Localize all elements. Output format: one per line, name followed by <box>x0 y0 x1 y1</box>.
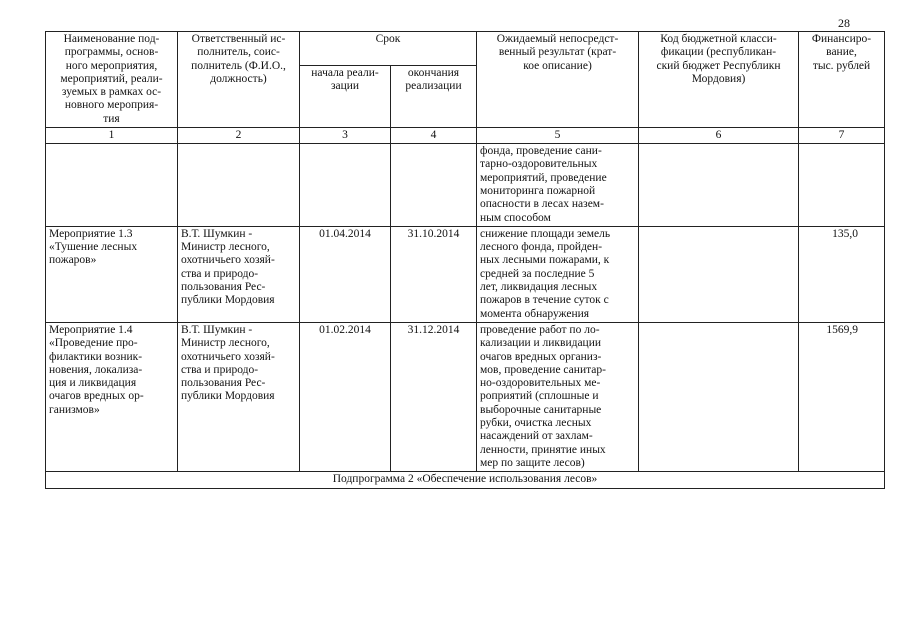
start-date <box>300 144 391 227</box>
column-number: 5 <box>477 128 639 144</box>
header-srok: Срок <box>300 32 477 66</box>
budget-code <box>639 226 799 322</box>
budget-code <box>639 322 799 471</box>
expected-result: фонда, проведение сани- тарно-оздоровительных мероприятий, проведение мониторинга пожарной опасности в лесах назем- ным способом <box>477 144 639 227</box>
header-start: начала реали- зации <box>300 66 391 128</box>
subprogram-title: Подпрограмма 2 «Обеспечение использования лесов» <box>46 472 885 488</box>
measure-name: Мероприятие 1.3 «Тушение лесных пожаров» <box>46 226 178 322</box>
program-table <box>45 31 885 489</box>
page-number: 28 <box>838 16 850 30</box>
column-number: 1 <box>46 128 178 144</box>
column-number: 7 <box>799 128 885 144</box>
column-number: 4 <box>391 128 477 144</box>
column-number: 3 <box>300 128 391 144</box>
header-code: Код бюджетной класси- фикации (республикан- ский бюджет Республикн Мордовия) <box>639 32 799 128</box>
table-row <box>46 144 885 227</box>
start-date: 01.04.2014 <box>300 226 391 322</box>
end-date: 31.10.2014 <box>391 226 477 322</box>
table-row <box>46 226 885 322</box>
executor: В.Т. Шумкин - Министр лесного, охотничьего хозяй- ства и природо- пользования Рес- публики Мордовия <box>178 226 300 322</box>
measure-name: Мероприятие 1.4 «Проведение про- филактики возник- новения, локализа- ция и ликвидация очагов вредных ор- ганизмов» <box>46 322 178 471</box>
header-name: Наименование под- программы, основ- ного мероприятия, мероприятий, реали- зуемых в рамках ос- новного мероприя- тия <box>46 32 178 128</box>
column-number-row <box>46 128 885 144</box>
executor <box>178 144 300 227</box>
expected-result: снижение площади земель лесного фонда, пройден- ных лесными пожарами, к средней за последние 5 лет, ликвидация лесных пожаров в течение суток с момента обнаружения <box>477 226 639 322</box>
header-result: Ожидаемый непосредст- венный результат (крат- кое описание) <box>477 32 639 128</box>
end-date <box>391 144 477 227</box>
financing: 135,0 <box>799 226 885 322</box>
budget-code <box>639 144 799 227</box>
subprogram-row <box>46 472 885 488</box>
executor: В.Т. Шумкин - Министр лесного, охотничьего хозяй- ства и природо- пользования Рес- публики Мордовия <box>178 322 300 471</box>
financing <box>799 144 885 227</box>
expected-result: проведение работ по ло- кализации и ликвидации очагов вредных организ- мов, проведение санитар- но-оздоровительных ме- роприятий (сплошные и выборочные санитарные рубки, очистка лесных насаждений от захлам- ленности, принятие иных мер по защите лесов) <box>477 322 639 471</box>
end-date: 31.12.2014 <box>391 322 477 471</box>
column-number: 2 <box>178 128 300 144</box>
table-row <box>46 322 885 471</box>
header-executor: Ответственный ис- полнитель, соис- полнитель (Ф.И.О., должность) <box>178 32 300 128</box>
start-date: 01.02.2014 <box>300 322 391 471</box>
table-header-row <box>46 32 885 66</box>
header-end: окончания реализации <box>391 66 477 128</box>
financing: 1569,9 <box>799 322 885 471</box>
header-finance: Финансиро- вание, тыс. рублей <box>799 32 885 128</box>
column-number: 6 <box>639 128 799 144</box>
measure-name <box>46 144 178 227</box>
